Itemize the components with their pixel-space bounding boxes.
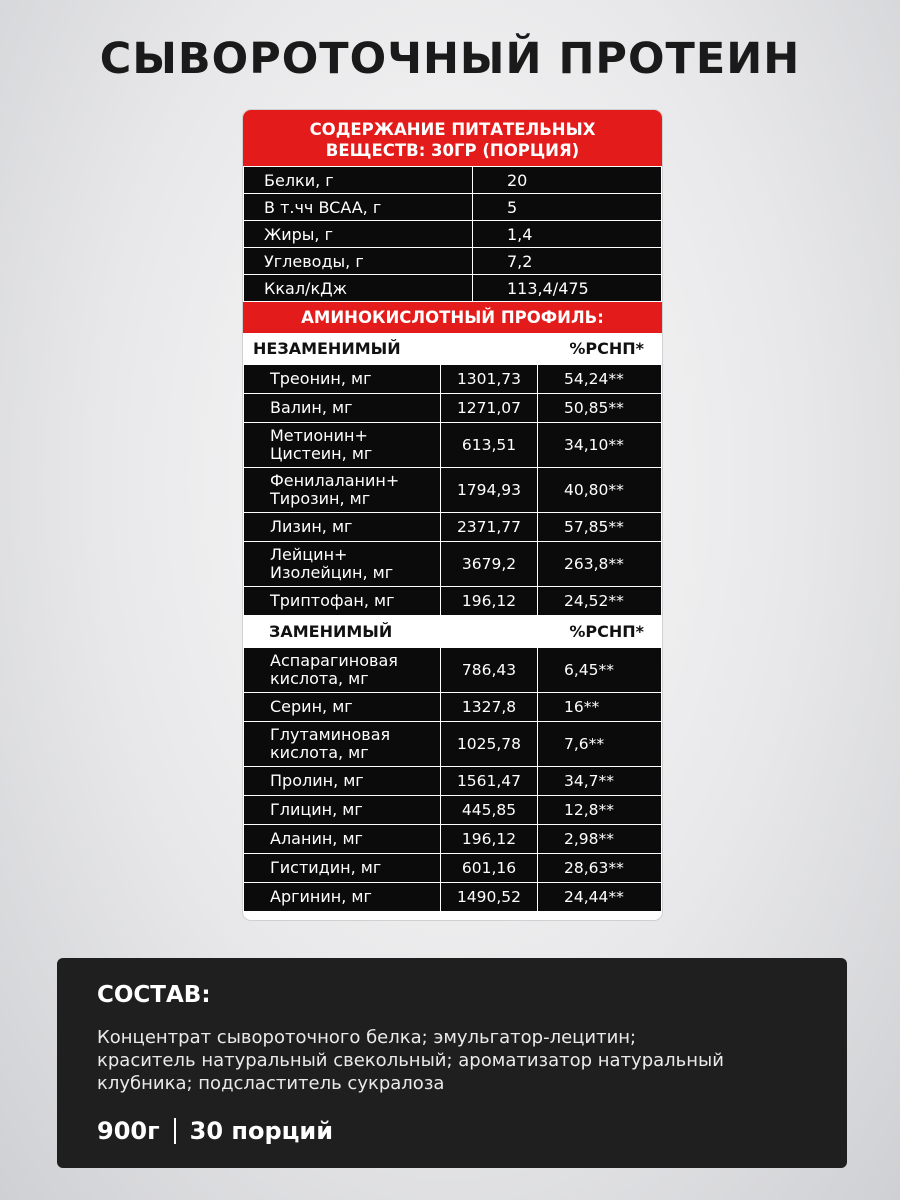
essential-table	[243, 364, 662, 616]
nutrition-header-line2: ВЕЩЕСТВ: 30ГР (ПОРЦИЯ)	[325, 141, 580, 160]
amino-pct: 57,85**	[538, 513, 662, 542]
amino-mg: 613,51	[441, 423, 538, 468]
nutrition-row	[244, 167, 662, 194]
amino-mg: 1794,93	[441, 468, 538, 513]
amino-name	[244, 365, 441, 394]
amino-pct: 2,98**	[538, 825, 662, 854]
amino-mg: 445,85	[441, 796, 538, 825]
amino-name-line: Аспарагиновая	[270, 651, 398, 670]
amino-name	[244, 796, 441, 825]
nutrition-row	[244, 275, 662, 302]
amino-name	[244, 423, 441, 468]
amino-name	[244, 825, 441, 854]
amino-pct: 28,63**	[538, 854, 662, 883]
amino-name-line: Пролин, мг	[270, 771, 364, 790]
amino-name-line: Лейцин+	[270, 545, 348, 564]
amino-name-line: Аргинин, мг	[270, 887, 372, 906]
composition-text	[97, 1026, 807, 1095]
portions: 30 порций	[189, 1117, 334, 1145]
amino-name-line: Тирозин, мг	[270, 489, 371, 508]
amino-mg: 601,16	[441, 854, 538, 883]
amino-pct: 263,8**	[538, 542, 662, 587]
amino-pct: 24,52**	[538, 587, 662, 616]
amino-name-line: Триптофан, мг	[270, 591, 395, 610]
nutrient-name: Белки, г	[244, 167, 473, 194]
essential-section-header	[243, 333, 662, 364]
nutrient-value: 7,2	[473, 248, 662, 275]
amino-mg: 196,12	[441, 825, 538, 854]
amino-pct: 34,10**	[538, 423, 662, 468]
amino-row	[244, 587, 662, 616]
essential-label: НЕЗАМЕНИМЫЙ	[253, 339, 401, 358]
amino-name-line: кислота, мг	[270, 669, 369, 688]
nutrition-header-line1: СОДЕРЖАНИЕ ПИТАТЕЛЬНЫХ	[309, 120, 596, 139]
amino-mg: 1271,07	[441, 394, 538, 423]
divider	[174, 1118, 176, 1144]
amino-name-line: Фенилаланин+	[270, 471, 400, 490]
amino-name-line: Аланин, мг	[270, 829, 363, 848]
amino-row	[244, 854, 662, 883]
amino-name	[244, 883, 441, 912]
amino-name-line: Гистидин, мг	[270, 858, 382, 877]
amino-mg: 1561,47	[441, 767, 538, 796]
amino-name	[244, 722, 441, 767]
page-title: СЫВОРОТОЧНЫЙ ПРОТЕИН	[99, 34, 801, 84]
nutrition-row	[244, 248, 662, 275]
amino-pct: 6,45**	[538, 648, 662, 693]
amino-name-line: Изолейцин, мг	[270, 563, 394, 582]
amino-name	[244, 468, 441, 513]
amino-name	[244, 693, 441, 722]
nutrition-row	[244, 194, 662, 221]
amino-name	[244, 854, 441, 883]
amino-pct: 34,7**	[538, 767, 662, 796]
amino-name-line: Треонин, мг	[270, 369, 372, 388]
amino-mg: 196,12	[441, 587, 538, 616]
amino-mg: 1301,73	[441, 365, 538, 394]
nutrient-name: Ккал/кДж	[244, 275, 473, 302]
amino-name-line: Глицин, мг	[270, 800, 363, 819]
amino-mg: 786,43	[441, 648, 538, 693]
nutrient-value: 113,4/475	[473, 275, 662, 302]
composition-line: клубника; подсластитель сукралоза	[97, 1073, 445, 1094]
amino-mg: 2371,77	[441, 513, 538, 542]
amino-name	[244, 767, 441, 796]
amino-name-line: Валин, мг	[270, 398, 353, 417]
amino-name-line: кислота, мг	[270, 743, 369, 762]
amino-row	[244, 722, 662, 767]
amino-name-line: Цистеин, мг	[270, 444, 373, 463]
amino-row	[244, 796, 662, 825]
amino-mg: 1025,78	[441, 722, 538, 767]
nonessential-section-header	[243, 616, 662, 647]
amino-pct: 7,6**	[538, 722, 662, 767]
essential-pct-label: %РСНП*	[569, 339, 644, 358]
amino-name-line: Метионин+	[270, 426, 368, 445]
amino-name	[244, 648, 441, 693]
nutrition-table	[243, 166, 662, 302]
amino-row	[244, 767, 662, 796]
composition-line: Концентрат сывороточного белка; эмульгатор-лецитин;	[97, 1027, 637, 1048]
nutrition-header	[243, 110, 662, 166]
amino-name	[244, 587, 441, 616]
nonessential-pct-label: %РСНП*	[569, 622, 644, 641]
nonessential-label: ЗАМЕНИМЫЙ	[269, 622, 393, 641]
nutrient-name: Жиры, г	[244, 221, 473, 248]
amino-pct: 40,80**	[538, 468, 662, 513]
amino-pct: 50,85**	[538, 394, 662, 423]
amino-name	[244, 542, 441, 587]
amino-row	[244, 883, 662, 912]
amino-row	[244, 513, 662, 542]
amino-row	[244, 365, 662, 394]
composition-title: СОСТАВ:	[97, 982, 211, 1008]
amino-name	[244, 394, 441, 423]
amino-name	[244, 513, 441, 542]
amino-name-line: Лизин, мг	[270, 517, 353, 536]
amino-row	[244, 423, 662, 468]
amino-header: АМИНОКИСЛОТНЫЙ ПРОФИЛЬ:	[243, 302, 662, 333]
nutrient-value: 1,4	[473, 221, 662, 248]
amino-row	[244, 693, 662, 722]
nutrition-row	[244, 221, 662, 248]
amino-row	[244, 542, 662, 587]
amino-pct: 54,24**	[538, 365, 662, 394]
weight: 900г	[97, 1117, 160, 1145]
amino-mg: 1327,8	[441, 693, 538, 722]
composition-panel	[57, 958, 847, 1168]
amino-pct: 12,8**	[538, 796, 662, 825]
nutrient-value: 20	[473, 167, 662, 194]
amino-row	[244, 394, 662, 423]
amino-mg: 3679,2	[441, 542, 538, 587]
amino-name-line: Глутаминовая	[270, 725, 391, 744]
amino-pct: 16**	[538, 693, 662, 722]
amino-row	[244, 468, 662, 513]
nutrient-name: В т.чч BCAA, г	[244, 194, 473, 221]
nutrient-value: 5	[473, 194, 662, 221]
composition-line: краситель натуральный свекольный; ароматизатор натуральный	[97, 1050, 724, 1071]
amino-row	[244, 825, 662, 854]
amino-name-line: Серин, мг	[270, 697, 353, 716]
amino-row	[244, 648, 662, 693]
amino-pct: 24,44**	[538, 883, 662, 912]
nonessential-table	[243, 647, 662, 912]
nutrient-name: Углеводы, г	[244, 248, 473, 275]
nutrition-card	[243, 110, 662, 920]
package-info	[97, 1117, 807, 1145]
amino-mg: 1490,52	[441, 883, 538, 912]
